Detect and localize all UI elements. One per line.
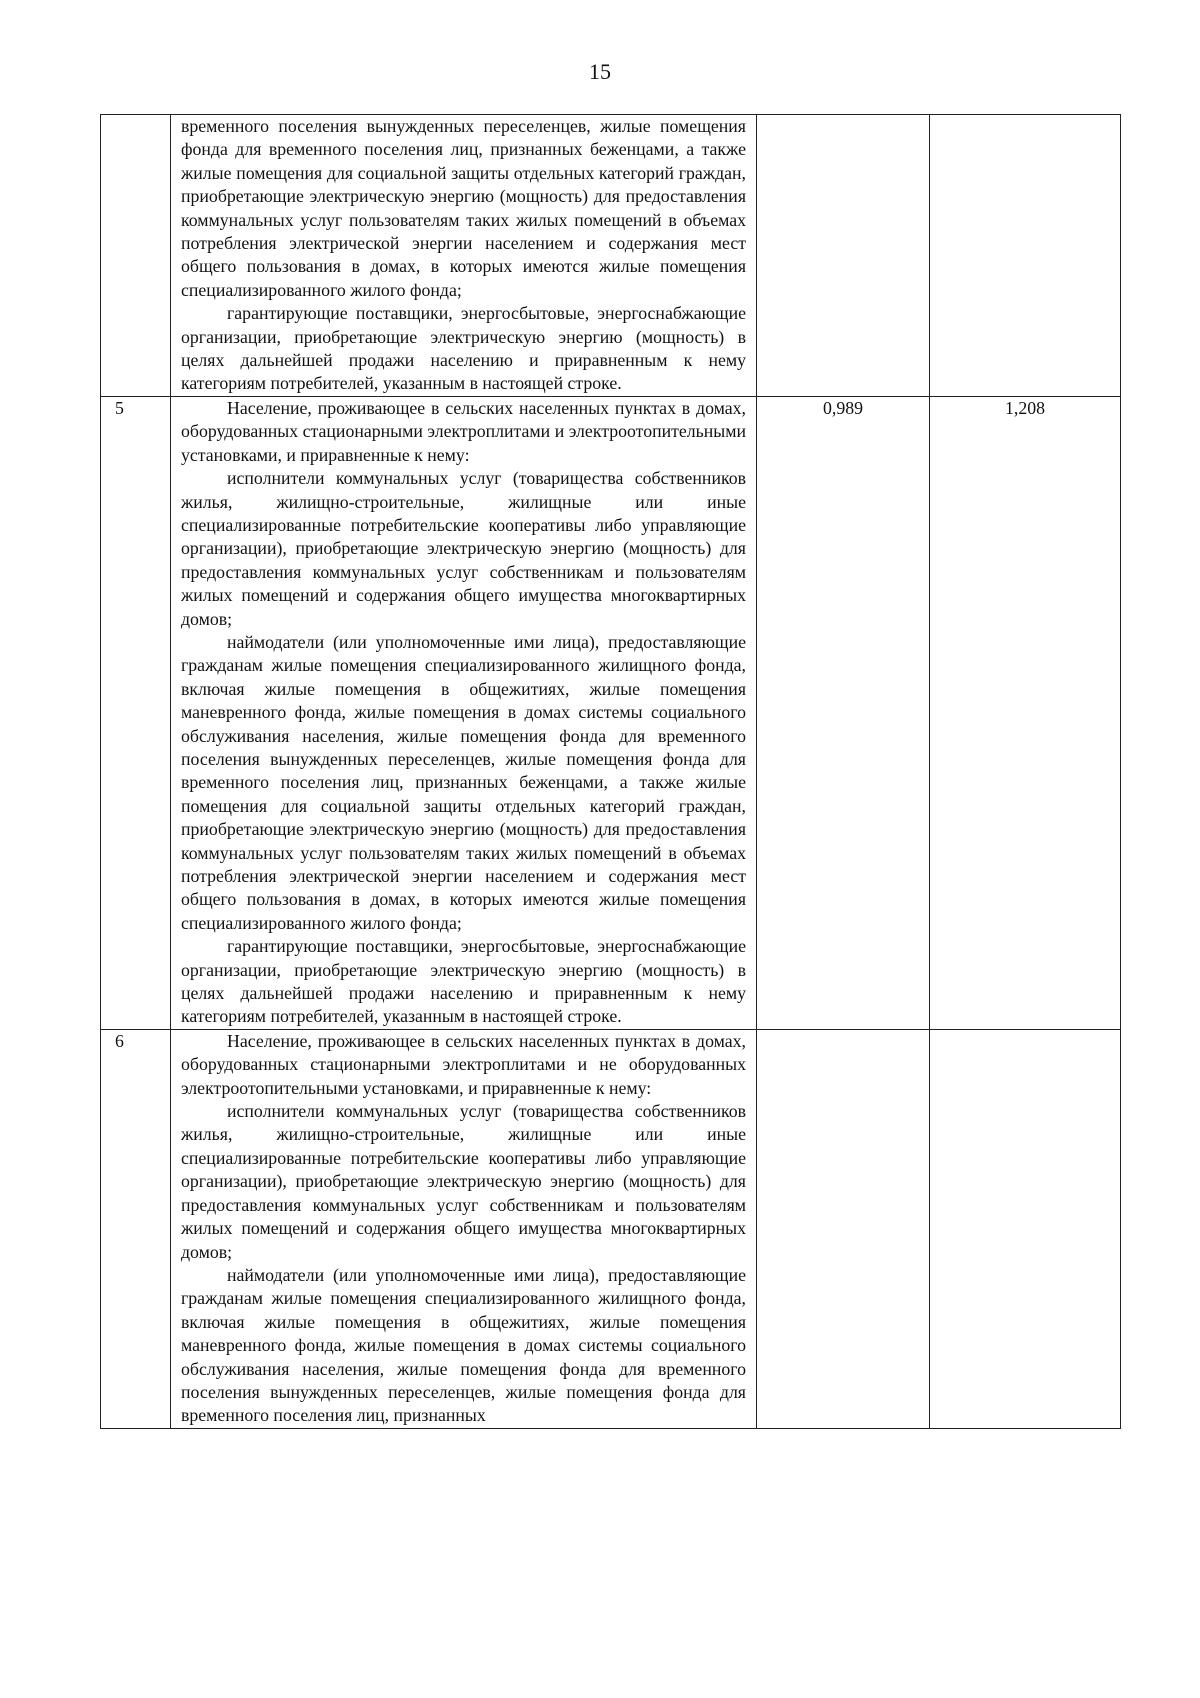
row-description <box>171 115 757 397</box>
paragraph: гарантирующие поставщики, энергосбытовые, энергоснабжающие организации, приобретающие электрическую энергию (мощность) в целях дальнейшей продажи населению и приравненным к нему категориям потребителей, указанным в настоящей строке. <box>181 303 746 394</box>
row-number: 5 <box>101 396 171 1029</box>
row-value-2: 1,208 <box>930 396 1121 1029</box>
row-description <box>171 1029 757 1428</box>
page-number: 15 <box>589 59 611 84</box>
row-value-1: 0,989 <box>757 396 930 1029</box>
paragraph: Население, проживающее в сельских населенных пунктах в домах, оборудованных стационарными электроплитами и электроотопительными установками, и приравненные к нему: <box>181 397 746 465</box>
tariff-table <box>100 114 1121 1429</box>
paragraph: гарантирующие поставщики, энергосбытовые, энергоснабжающие организации, приобретающие электрическую энергию (мощность) в целях дальнейшей продажи населению и приравненным к нему категориям потребителей, указанным в настоящей строке. <box>181 936 746 1027</box>
table-row <box>101 1029 1121 1428</box>
paragraph: наймодатели (или уполномоченные ими лица), предоставляющие гражданам жилые помещения специализированного жилищного фонда, включая жилые помещения в общежитиях, жилые помещения маневренного фонда, жилые помещения в домах системы социального обслуживания населения, жилые помещения фонда для временного поселения вынужденных переселенцев, жилые помещения фонда для временного поселения лиц, признанных <box>181 1264 746 1426</box>
paragraph: исполнители коммунальных услуг (товарищества собственников жилья, жилищно-строительные, жилищные или иные специализированные потребительские кооперативы либо управляющие организации), приобретающие электрическую энергию (мощность) для предоставления коммунальных услуг собственникам и пользователям жилых помещений и содержания общего имущества многоквартирных домов; <box>181 1101 746 1262</box>
row-value-2 <box>930 1029 1121 1428</box>
table-row <box>101 396 1121 1029</box>
table-row <box>101 115 1121 397</box>
row-value-1 <box>757 115 930 397</box>
row-value-2 <box>930 115 1121 397</box>
row-description <box>171 396 757 1029</box>
row-value-1 <box>757 1029 930 1428</box>
row-number <box>101 115 171 397</box>
paragraph: временного поселения вынужденных переселенцев, жилые помещения фонда для временного поселения лиц, признанных беженцами, а также жилые помещения для социальной защиты отдельных категорий граждан, приобретающие электрическую энергию (мощность) для предоставления коммунальных услуг пользователям таких жилых помещений в объемах потребления электрической энергии населением и содержания мест общего пользования в домах, в которых имеются жилые помещения специализированного жилого фонда; <box>181 116 746 300</box>
row-number: 6 <box>101 1029 171 1428</box>
paragraph: Население, проживающее в сельских населенных пунктах в домах, оборудованных стационарными электроплитами и не оборудованных электроотопительными установками, и приравненные к нему: <box>181 1030 746 1098</box>
paragraph: исполнители коммунальных услуг (товарищества собственников жилья, жилищно-строительные, жилищные или иные специализированные потребительские кооперативы либо управляющие организации), приобретающие электрическую энергию (мощность) для предоставления коммунальных услуг собственникам и пользователям жилых помещений и содержания общего имущества многоквартирных домов; <box>181 468 746 629</box>
paragraph: наймодатели (или уполномоченные ими лица), предоставляющие гражданам жилые помещения специализированного жилищного фонда, включая жилые помещения в общежитиях, жилые помещения маневренного фонда, жилые помещения в домах системы социального обслуживания населения, жилые помещения фонда для временного поселения вынужденных переселенцев, жилые помещения фонда для временного поселения лиц, признанных беженцами, а также жилые помещения для социальной защиты отдельных категорий граждан, приобретающие электрическую энергию (мощность) для предоставления коммунальных услуг пользователям таких жилых помещений в объемах потребления электрической энергии населением и содержания мест общего пользования в домах, в которых имеются жилые помещения специализированного жилого фонда; <box>181 631 746 933</box>
